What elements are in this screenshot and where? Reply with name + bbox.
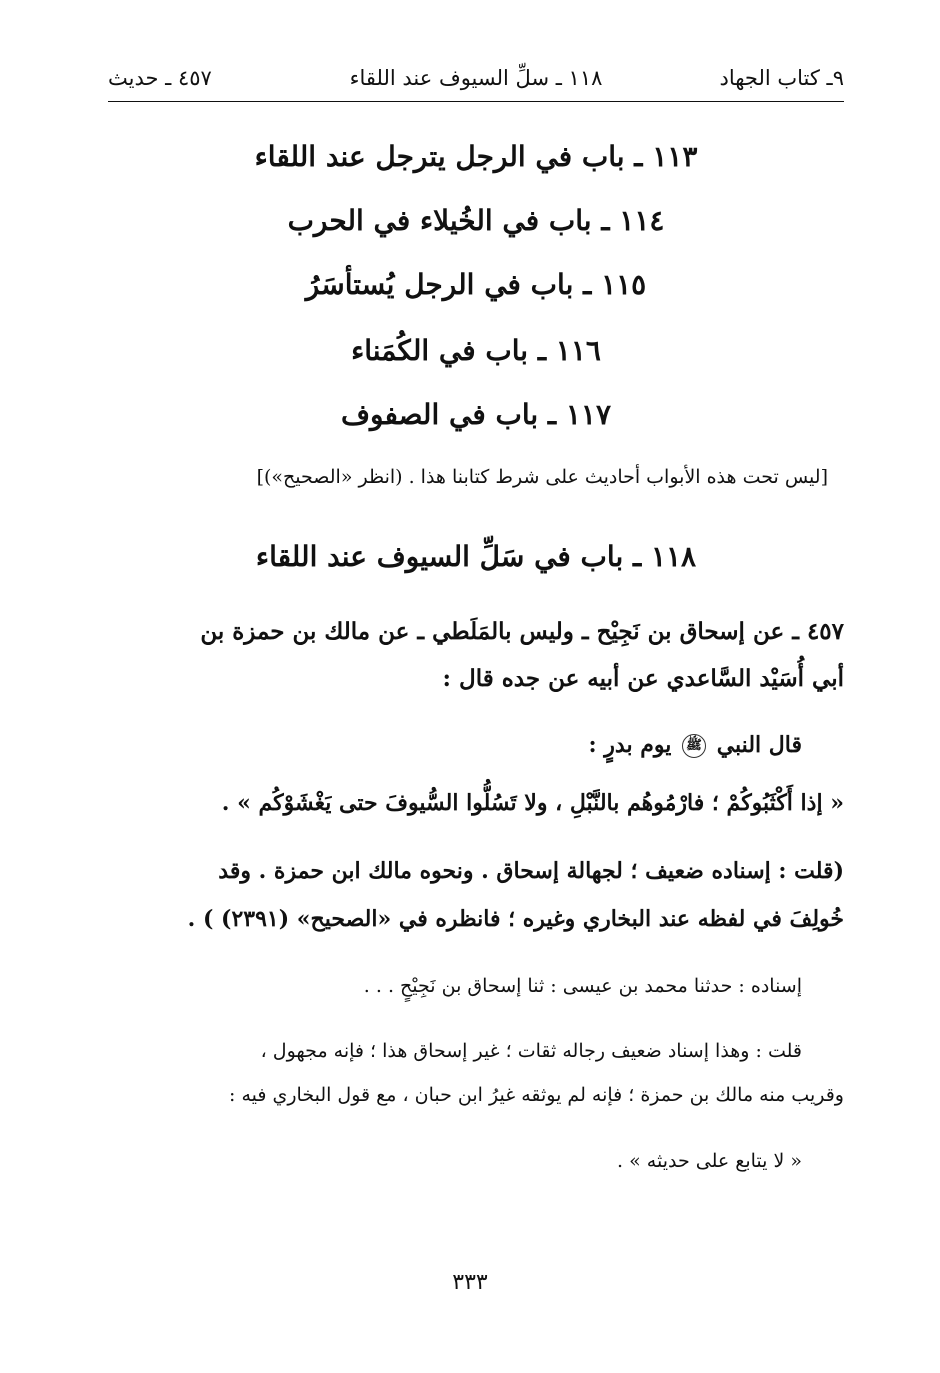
chapter-heading-116: ١١٦ ـ باب في الكُمَناء	[351, 334, 601, 367]
salla-symbol-icon: ﷺ	[682, 734, 706, 758]
header-book-title: ٩ـ كتاب الجهاد	[719, 66, 844, 90]
prophet-statement-intro	[589, 732, 802, 758]
commentary-line: خُولِفَ في لفظه عند البخاري وغيره ؛ فانظره في «الصحيح» (٢٣٩١) ) .	[187, 906, 844, 932]
prophet-intro-suffix: يوم بدرٍ :	[588, 732, 672, 758]
header-chapter-title: ١١٨ ـ سلِّ السيوف عند اللقاء	[349, 66, 603, 90]
hadith-text-line: ٤٥٧ ـ عن إسحاق بن نَجِيْح ـ وليس بالمَلَطي ـ عن مالك بن حمزة بن	[200, 618, 844, 645]
prophet-saying: « إذا أَكْثَبُوكُمْ ؛ فارْمُوهُم بالنَّبْلِ ، ولا تَسُلُّوا السُّيوفَ حتى يَغْشَوْكُم » .	[221, 790, 844, 816]
chapter-heading-117: ١١٧ ـ باب في الصفوف	[341, 398, 611, 431]
chapter-heading-118: ١١٨ ـ باب في سَلِّ السيوف عند اللقاء	[255, 540, 697, 573]
chapter-heading-115: ١١٥ ـ باب في الرجل يُستأسَرُ	[305, 268, 647, 301]
running-header	[108, 62, 844, 98]
header-hadith-number: ٤٥٧ ـ حديث	[108, 66, 212, 90]
commentary-line: وقريب منه مالك بن حمزة ؛ فإنه لم يوثقه غيرُ ابن حبان ، مع قول البخاري فيه :	[229, 1084, 844, 1106]
page-number: ٣٣٣	[452, 1270, 488, 1295]
commentary-line: (قلت : إسناده ضعيف ؛ لجهالة إسحاق . ونحوه مالك ابن حمزة . وقد	[218, 858, 844, 884]
commentary-line: « لا يتابع على حديثه » .	[617, 1150, 802, 1172]
hadith-text-line: أبي أُسَيْد السَّاعدي عن أبيه عن جده قال :	[442, 665, 844, 692]
prophet-intro-text: قال النبي	[716, 732, 802, 758]
isnad-line: إسناده : حدثنا محمد بن عيسى : ثنا إسحاق بن نَجِيْحٍ . . .	[363, 975, 802, 997]
commentary-line: قلت : وهذا إسناد ضعيف رجاله ثقات ؛ غير إسحاق هذا ؛ فإنه مجهول ،	[260, 1040, 802, 1062]
header-divider	[108, 101, 844, 102]
chapter-heading-113: ١١٣ ـ باب في الرجل يترجل عند اللقاء	[254, 140, 698, 173]
chapter-heading-114: ١١٤ ـ باب في الخُيلاء في الحرب	[287, 204, 665, 237]
editorial-note: [ليس تحت هذه الأبواب أحاديث على شرط كتابنا هذا . (انظر «الصحيح»)]	[256, 466, 828, 488]
